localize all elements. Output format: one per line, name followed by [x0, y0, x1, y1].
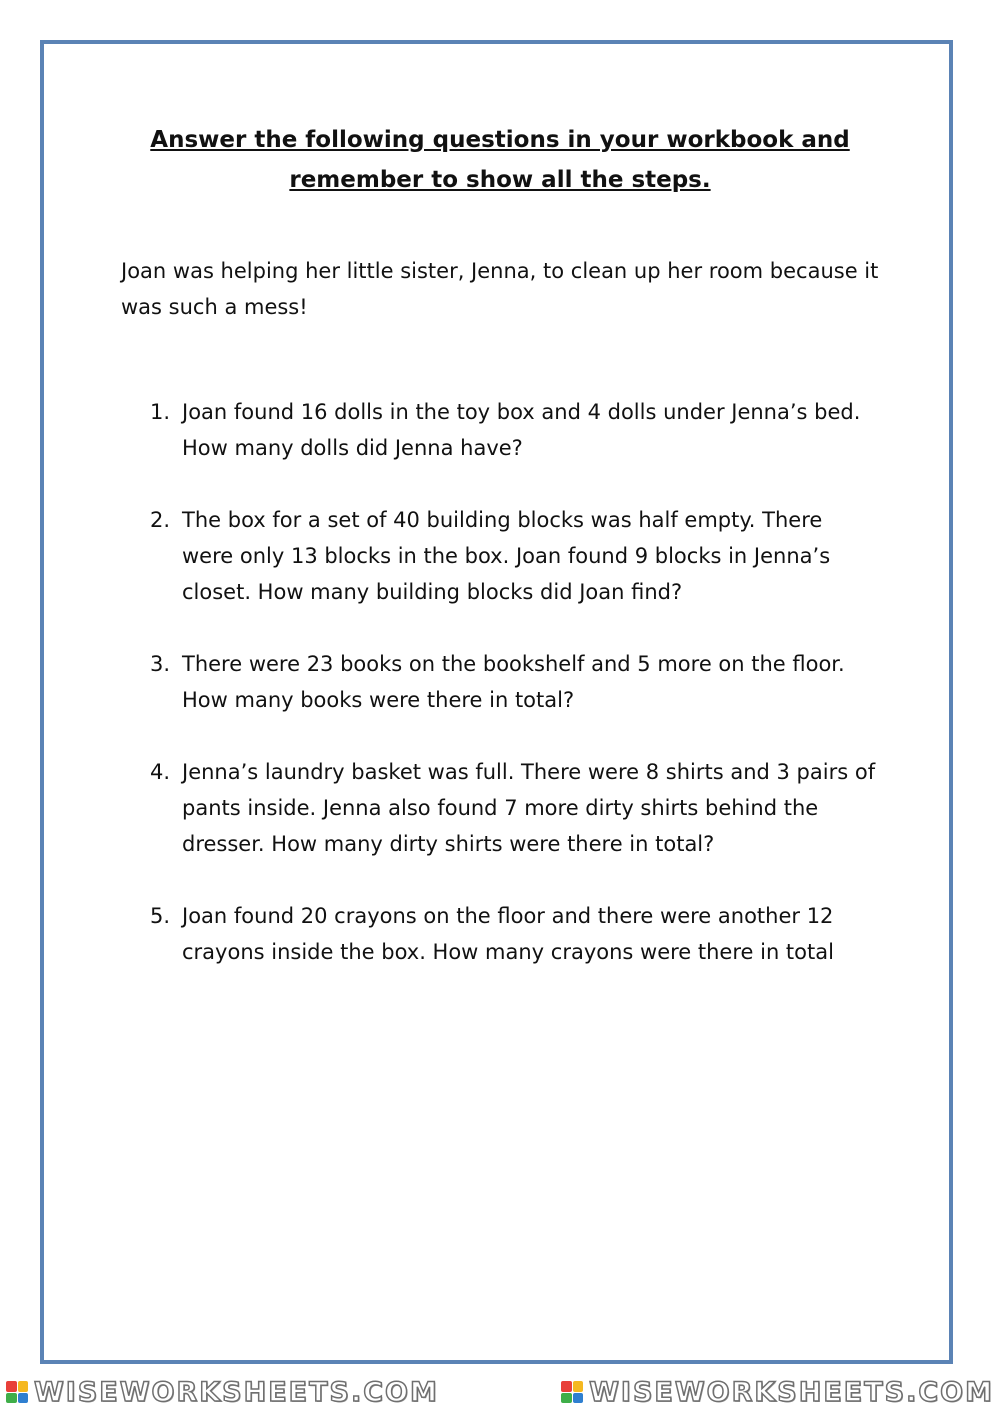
question-text: There were 23 books on the bookshelf and 5 more on the floor. How many books were there in total? [182, 652, 845, 712]
question-number: 1. [150, 400, 171, 424]
question-item-1 [150, 394, 880, 466]
wiseworksheets-logo-icon [561, 1381, 583, 1403]
question-item-3 [150, 646, 880, 718]
question-number: 3. [150, 652, 171, 676]
question-list [150, 394, 880, 1006]
watermark-left [6, 1377, 439, 1408]
question-text: The box for a set of 40 building blocks was half empty. There were only 13 blocks in the box. Joan found 9 blocks in Jenna’s closet. How many building blocks did Joan find? [182, 508, 831, 604]
watermark-right [561, 1377, 994, 1408]
heading-line-1: Answer the following questions in your workbook and [150, 127, 850, 153]
question-number: 5. [150, 904, 171, 928]
question-text: Joan found 16 dolls in the toy box and 4 dolls under Jenna’s bed. How many dolls did Jenna have? [182, 400, 861, 460]
watermark-text: WISEWORKSHEETS.COM [34, 1376, 439, 1408]
question-item-4 [150, 754, 880, 862]
intro-paragraph: Joan was helping her little sister, Jenna, to clean up her room because it was such a mess! [121, 259, 879, 319]
heading-line-2: remember to show all the steps. [289, 167, 711, 193]
question-text: Jenna’s laundry basket was full. There were 8 shirts and 3 pairs of pants inside. Jenna also found 7 more dirty shirts behind the dresser. How many dirty shirts were there in total? [182, 760, 876, 856]
watermark-text: WISEWORKSHEETS.COM [589, 1376, 994, 1408]
question-item-5 [150, 898, 880, 970]
question-number: 4. [150, 760, 171, 784]
question-number: 2. [150, 508, 171, 532]
question-text: Joan found 20 crayons on the floor and there were another 12 crayons inside the box. How many crayons were there in total [182, 904, 834, 964]
watermark-footer [0, 1374, 1000, 1410]
worksheet-heading [0, 120, 1000, 200]
wiseworksheets-logo-icon [6, 1381, 28, 1403]
question-item-2 [150, 502, 880, 610]
